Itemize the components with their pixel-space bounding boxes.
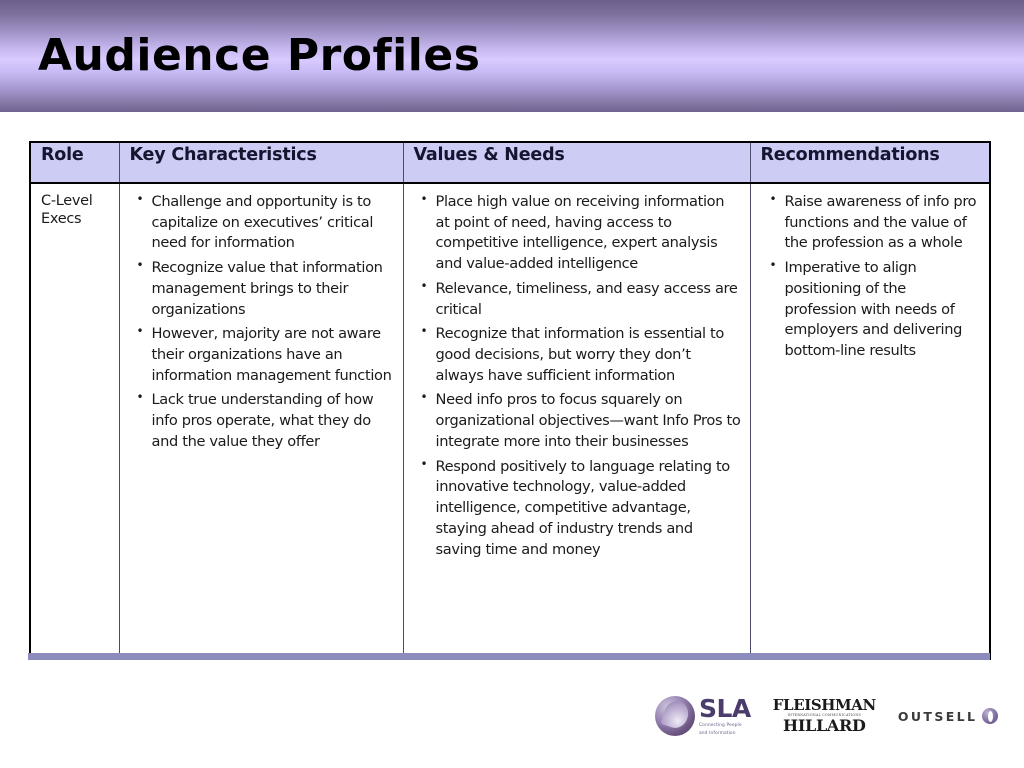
table-body xyxy=(30,183,990,659)
table-row xyxy=(30,183,990,659)
list-item: • However, majority are not aware their organizations have an information management function xyxy=(152,324,395,386)
recommendations-list xyxy=(763,192,982,362)
audience-profiles-table xyxy=(29,141,991,660)
column-header-key-characteristics: Key Characteristics xyxy=(119,142,403,183)
sla-logo-name: SLA xyxy=(699,693,751,723)
list-item: • Challenge and opportunity is to capitalize on executives’ critical need for information xyxy=(152,192,395,254)
sla-logo xyxy=(655,693,751,737)
cell-values-needs xyxy=(403,183,750,659)
list-item: • Recognize value that information management brings to their organizations xyxy=(152,258,395,320)
cell-recommendations xyxy=(750,183,990,659)
sla-tagline-line1: Connecting People xyxy=(699,722,742,728)
list-item: • Lack true understanding of how info pros operate, what they do and the value they offer xyxy=(152,390,395,452)
column-header-values-needs: Values & Needs xyxy=(403,142,750,183)
fleishman-wordmark-line3: HILLARD xyxy=(783,716,866,736)
list-item: • Respond positively to language relating to innovative technology, value-added intelligence, competitive advantage, staying ahead of industry trends and saving time and money xyxy=(436,457,742,561)
sla-tagline-line2: and Information xyxy=(699,730,736,736)
fleishman-wordmark-line1: FLEISHMAN xyxy=(772,695,876,714)
column-header-role: Role xyxy=(30,142,119,183)
list-item: • Imperative to align positioning of the profession with needs of employers and delivering bottom-line results xyxy=(785,258,982,362)
footer-divider-bar xyxy=(28,653,990,660)
list-item: • Need info pros to focus squarely on organizational objectives—want Info Pros to integrate more into their businesses xyxy=(436,390,742,452)
outsell-logo-name: OUTSELL xyxy=(897,708,978,724)
table-header-row xyxy=(30,142,990,183)
column-header-recommendations: Recommendations xyxy=(750,142,990,183)
page-title: Audience Profiles xyxy=(38,30,481,81)
fleishman-wordmark-line2: INTERNATIONAL COMMUNICATIONS xyxy=(787,712,862,717)
cell-role: C-Level Execs xyxy=(30,183,119,659)
list-item: • Raise awareness of info pro functions and the value of the profession as a whole xyxy=(785,192,982,254)
slide-title-banner xyxy=(0,0,1024,112)
footer-logo-strip xyxy=(655,688,1005,744)
sla-wordmark xyxy=(699,693,751,737)
outsell-logo xyxy=(898,708,999,724)
list-item: • Recognize that information is essential to good decisions, but worry they don’t always have sufficient information xyxy=(436,324,742,386)
values-needs-list xyxy=(414,192,742,560)
list-item: • Place high value on receiving information at point of need, having access to competitive intelligence, expert analysis and value-added intelligence xyxy=(436,192,742,275)
list-item: • Relevance, timeliness, and easy access are critical xyxy=(436,279,742,320)
fleishman-hillard-logo xyxy=(772,695,876,736)
outsell-sphere-icon xyxy=(982,708,998,724)
table-header-row-group xyxy=(30,142,990,183)
cell-key-characteristics xyxy=(119,183,403,659)
key-characteristics-list xyxy=(130,192,395,453)
sla-globe-icon xyxy=(655,696,695,736)
